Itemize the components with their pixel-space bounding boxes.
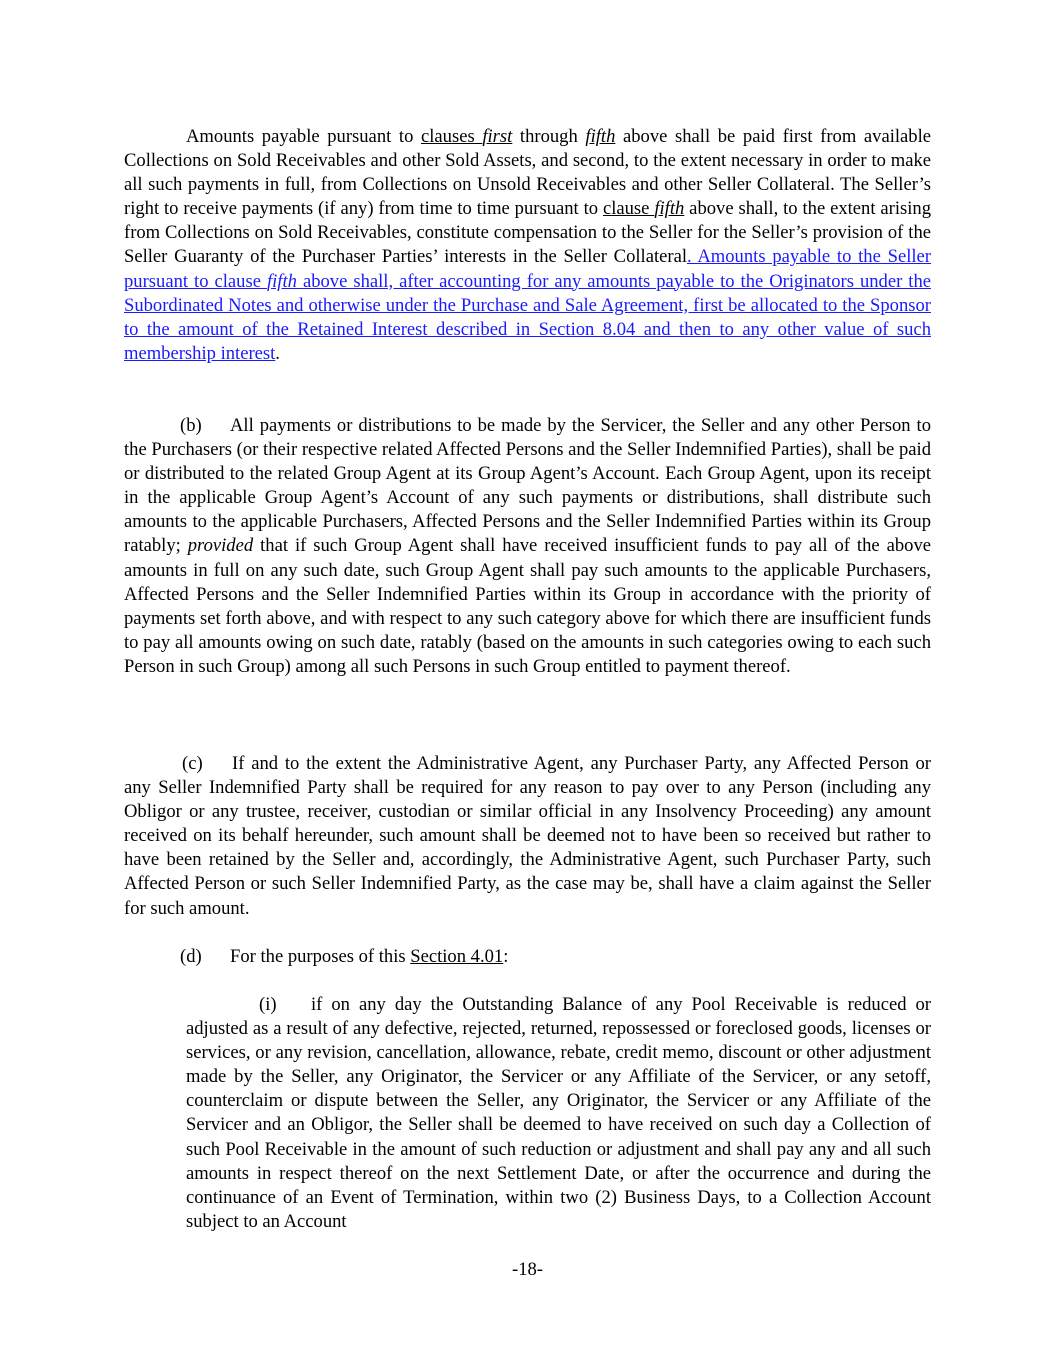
text: For the purposes of this xyxy=(230,946,411,967)
text: All payments or distributions to be made by the Servicer, the Seller and any other Person to the Purchasers (or their respective related Affected Persons and the Seller Indemnified Parties), shall be paid or distributed to the related Group Agent at its Group Agent’s Account. Each Group Agent, upon its receipt in the applicable Group Agent’s Account of any such payments or distributions, shall distribute such amounts to the applicable Purchasers, Affected Persons and the Seller Indemnified Parties within its Group ratably; xyxy=(124,415,931,557)
clause-label-c: (c) xyxy=(182,753,203,774)
text: Amounts payable pursuant to xyxy=(186,126,421,147)
clause-label-d: (d) xyxy=(180,946,202,967)
inserted-text: . Amounts payable to the Seller pursuant to clause fifth above shall, after accounting for any amounts payable to the Originators under the Subordinated Notes and otherwise under the Purchase and Sale Agreement, first be allocated to the Sponsor to the amount of the Retained Interest described in Section 8.04 and then to any other value of such membership interest xyxy=(124,246,931,364)
provided-term: provided xyxy=(187,535,254,557)
text: above shall, to the extent arising from Collections on Sold Receivables, constitute compensation to the Seller for the Seller’s provision of the Seller Guaranty of the Purchaser Parties’ interests in the Seller Collateral xyxy=(124,198,932,268)
text: above shall be paid first from available Collections on Sold Receivables and other Sold Assets, and second, to the extent necessary in order to make all such payments in full, from Collections on Unsold Receivables and other Seller Collateral. The Seller’s right to receive payments (if any) from time to time pursuant to xyxy=(124,126,932,220)
fifth-ref: fifth xyxy=(585,126,616,147)
clause-label-b: (b) xyxy=(180,415,202,436)
paragraph-d: (d) For the purposes of this Section 4.01: xyxy=(124,945,931,969)
clauses-ref: clauses first xyxy=(421,126,513,147)
text: if on any day the Outstanding Balance of any Pool Receivable is reduced or adjusted as a result of any defective, rejected, returned, repossessed or foreclosed goods, licenses or services, or any revision, cancellation, allowance, rebate, credit memo, discount or other adjustment made by the Seller, any Originator, the Servicer or any Affiliate of the Servicer, or any setoff, counterclaim or dispute between the Seller, any Originator, the Servicer or any Affiliate of the Servicer and an Obligor, the Seller shall be deemed to have received on such day a Collection of such Pool Receivable in the amount of such reduction or adjustment and shall pay any and all such amounts in respect thereof on the next Settlement Date, or after the occurrence and during the continuance of an Event of Termination, within two (2) Business Days, to a Collection Account subject to an Account xyxy=(186,994,931,1232)
paragraph-amounts-payable: Amounts payable pursuant to clauses first through fifth above shall be paid first from available Collections on Sold Receivables and other Sold Assets, and second, to the extent necessary in order to make all such payments in full, from Collections on Unsold Receivables and other Seller Collateral. The Seller’s right to receive payments (if any) from time to time pursuant to clause fifth above shall, to the extent arising from Collections on Sold Receivables, constitute compensation to the Seller for the Seller’s provision of the Seller Guaranty of the Purchaser Parties’ interests in the Seller Collateral. Amounts payable to the Seller pursuant to clause fifth above shall, after accounting for any amounts payable to the Originators under the Subordinated Notes and otherwise under the Purchase and Sale Agreement, first be allocated to the Sponsor to the amount of the Retained Interest described in Section 8.04 and then to any other value of such membership interest. xyxy=(124,126,932,364)
text: If and to the extent the Administrative Agent, any Purchaser Party, any Affected Person or any Seller Indemnified Party shall be required for any reason to pay over to any Person (including any Obligor or any trustee, receiver, custodian or similar official in any Insolvency Proceeding) any amount received on its behalf hereunder, such amount shall be deemed not to have been so received but rather to have been retained by the Seller and, accordingly, the Administrative Agent, such Purchaser Party, such Affected Person or such Seller Indemnified Party, as the case may be, shall have a claim against the Seller for such amount. xyxy=(124,753,931,919)
clause-fifth-ref: clause fifth xyxy=(602,198,685,220)
clause-label-i: (i) xyxy=(259,994,277,1015)
paragraph-c xyxy=(124,752,931,921)
page-number: -18- xyxy=(512,1259,543,1280)
text: that if such Group Agent shall have received insufficient funds to pay all of the above amounts in full on any such date, such Group Agent shall pay such amounts to the applicable Purchasers, Affected Persons and the Seller Indemnified Parties within its Group in accordance with the priority of payments set forth above, and with respect to any such category above for which there are insufficient funds to pay all amounts owing on such date, ratably (based on the amounts in such categories owing to each such Person in such Group) among all such Persons in such Group entitled to payment thereof. xyxy=(124,535,931,677)
paragraph-b xyxy=(124,414,931,679)
text: through xyxy=(512,126,586,147)
section-ref: Section 4.01 xyxy=(410,946,504,967)
paragraph-i xyxy=(186,993,931,1234)
